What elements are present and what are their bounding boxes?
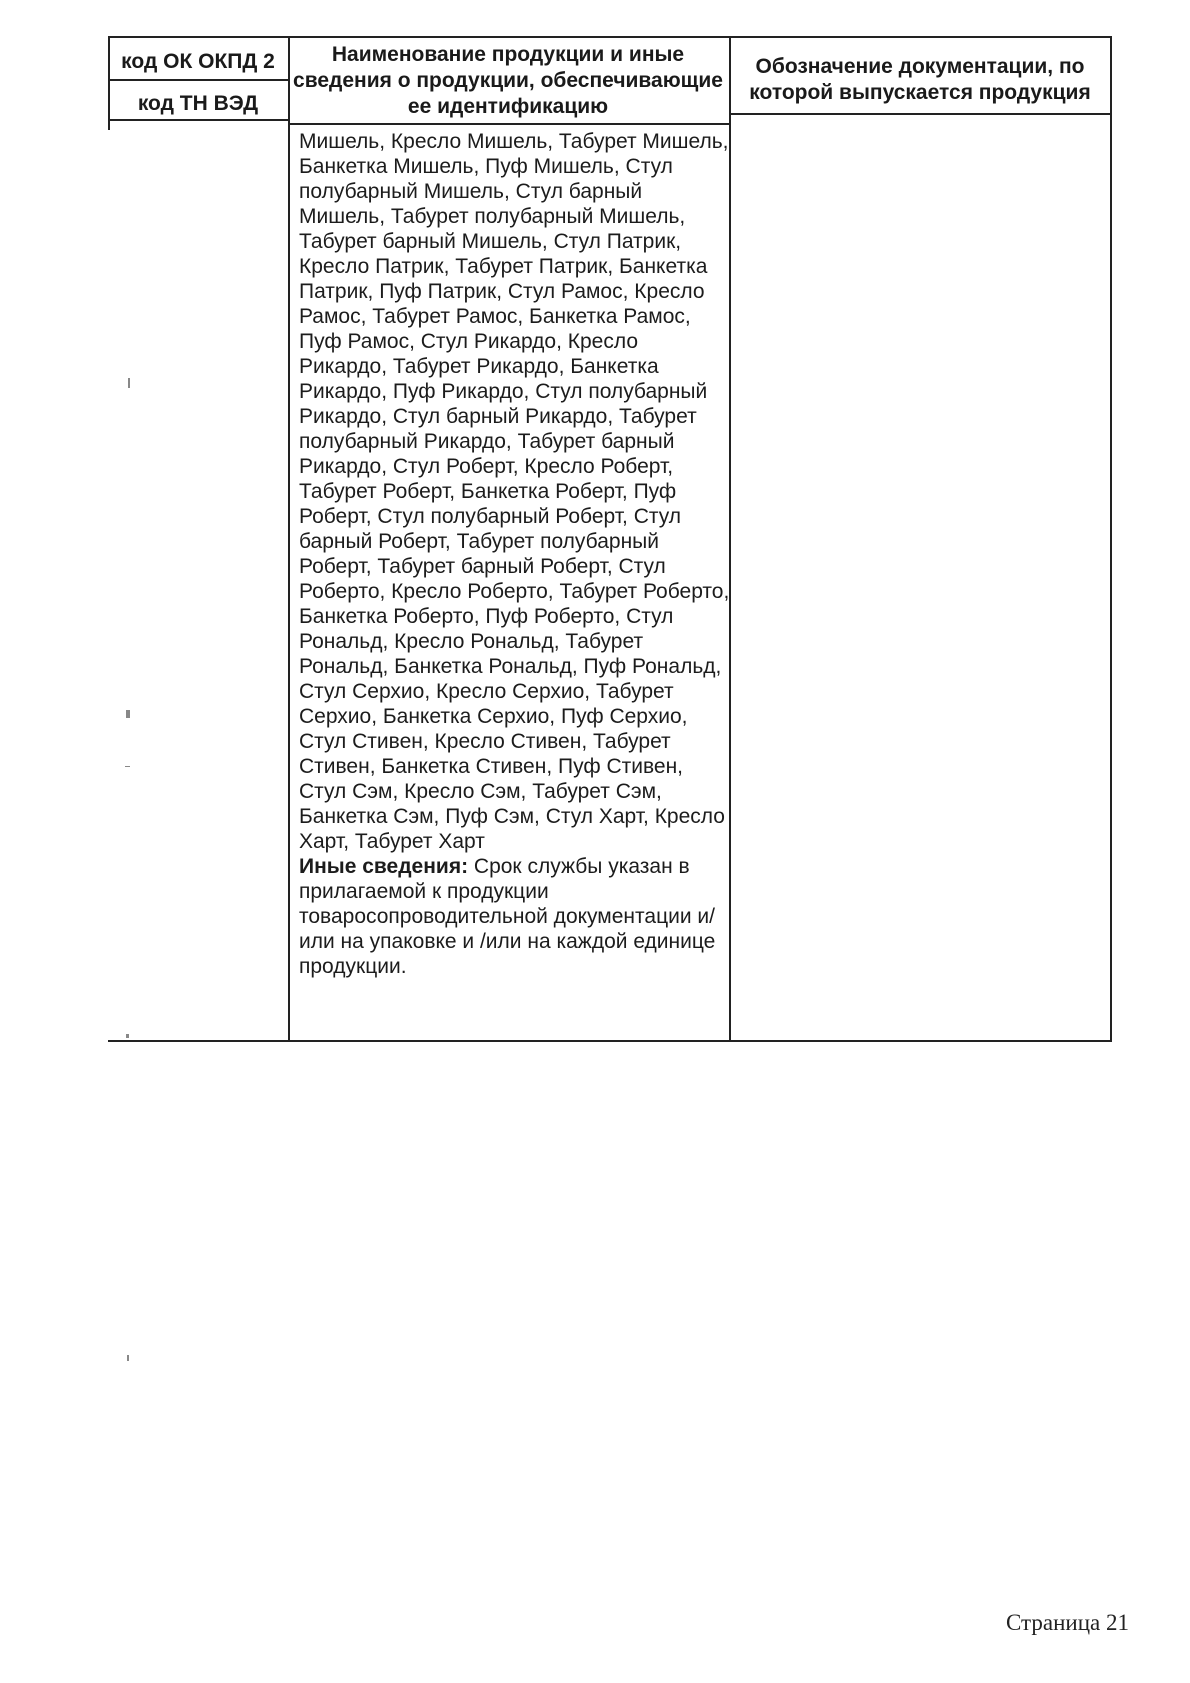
table-border-bottom [108, 1040, 1112, 1042]
header-code-tnved: код ТН ВЭД [137, 92, 259, 115]
page-number: Страница 21 [1006, 1610, 1129, 1635]
scan-speck [126, 710, 130, 718]
header-col1-divider [108, 79, 288, 81]
scan-speck [126, 1034, 129, 1038]
header-bottom-col1 [108, 119, 288, 121]
table-border-right [1110, 36, 1112, 1042]
scan-speck [128, 378, 130, 388]
table-border-top [108, 36, 1112, 38]
product-list-text: Мишель, Кресло Мишель, Табурет Мишель, Банкетка Мишель, Пуф Мишель, Стул полубарный Мишель, Стул барный Мишель, Табурет полубарный Мишель, Табурет барный Мишель, Стул Патрик, Кресло Патрик, Табурет Патрик, Банкетка Патрик, Пуф Патрик, Стул Рамос, Кресло Рамос, Табурет Рамос, Банкетка Рамос, Пуф Рамос, Стул Рикардо, Кресло Рикардо, Табурет Рикардо, Банкетка Рикардо, Пуф Рикардо, Стул полубарный Рикардо, Стул барный Рикардо, Табурет полубарный Рикардо, Табурет барный Рикардо, Стул Роберт, Кресло Роберт, Табурет Роберт, Банкетка Роберт, Пуф Роберт, Стул полубарный Роберт, Стул барный Роберт, Табурет полубарный Роберт, Табурет барный Роберт, Стул Роберто, Кресло Роберто, Табурет Роберто, Банкетка Роберто, Пуф Роберто, Стул Рональд, Кресло Рональд, Табурет Рональд, Банкетка Рональд, Пуф Рональд, Стул Серхио, Кресло Серхио, Табурет Серхио, Банкетка Серхио, Пуф Серхио, Стул Стивен, Кресло Стивен, Табурет Стивен, Банкетка Стивен, Пуф Стивен, Стул Сэм, Кресло Сэм, Табурет Сэм, Банкетка Сэм, Пуф Сэм, Стул Харт, Кресло Харт, Табурет Харт [299, 130, 730, 853]
header-bottom-col3 [729, 113, 1112, 115]
col1-right-border [288, 36, 290, 1042]
header-product-name: Наименование продукции и иные сведения о продукции, обеспечивающие ее идентификацию [293, 43, 723, 118]
header-documentation: Обозначение документации, по которой выпускается продукция [749, 55, 1091, 104]
other-info-text: Срок службы указан в прилагаемой к продукции товаросопроводительной документации и/или на упаковке и /или на каждой единице продукции. [299, 855, 716, 978]
header-code-okpd2: код ОК ОКПД 2 [121, 50, 275, 73]
product-description-cell [299, 129, 731, 979]
header-bottom-col2 [288, 123, 729, 125]
other-info-label: Иные сведения: [299, 855, 469, 878]
scan-speck [125, 766, 130, 767]
scan-speck [127, 1355, 129, 1361]
